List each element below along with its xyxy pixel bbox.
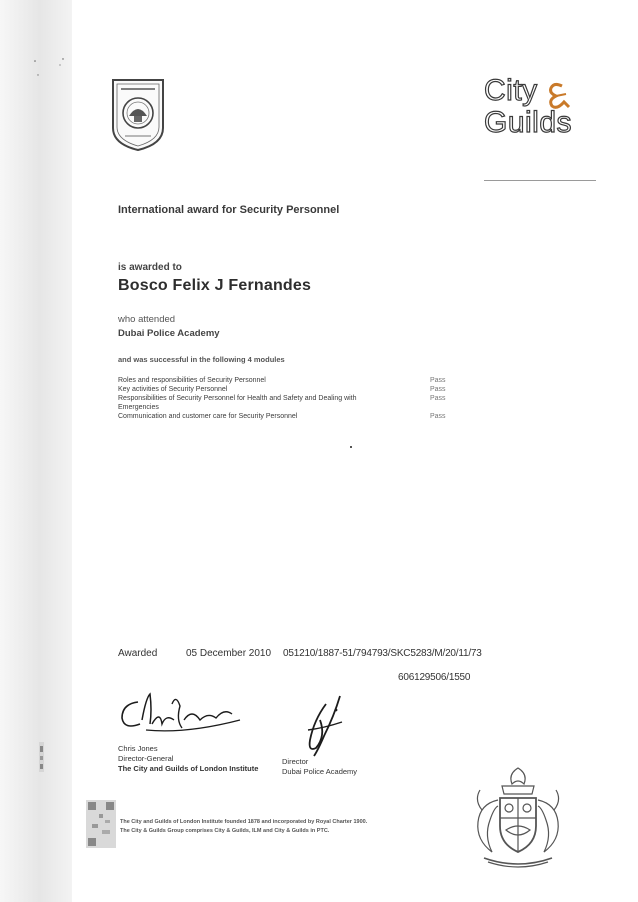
- dubai-police-crest-icon: [107, 76, 169, 152]
- signatory-organisation: The City and Guilds of London Institute: [118, 764, 259, 773]
- module-row: [118, 376, 458, 385]
- footer-line: The City & Guilds Group comprises City & Guilds, ILM and City & Guilds in PTC.: [120, 828, 330, 834]
- signatory-organisation: Dubai Police Academy: [282, 767, 358, 776]
- awarded-to-label: is awarded to: [118, 262, 182, 273]
- city-and-guilds-logo: [478, 74, 588, 142]
- scan-speck: [350, 446, 352, 448]
- module-row: [118, 412, 458, 421]
- module-result: Pass: [430, 386, 446, 393]
- module-result: Pass: [430, 413, 446, 420]
- signatory-left: [118, 744, 258, 774]
- logo-city-text: City: [484, 74, 538, 107]
- header-rule: [484, 180, 596, 181]
- qr-code-icon: [86, 800, 116, 848]
- scan-edge-shadow: [0, 0, 72, 902]
- vertical-print-mark: [38, 742, 46, 772]
- awarded-date: 05 December 2010: [186, 648, 272, 659]
- module-result: Pass: [430, 377, 446, 384]
- city-and-guilds-coat-of-arms-icon: [462, 760, 574, 872]
- footer-legal-text: [120, 818, 367, 836]
- signatory-right: [282, 757, 357, 777]
- signatory-name: Chris Jones: [118, 744, 158, 753]
- who-attended-label: who attended: [118, 314, 176, 325]
- award-reference: 051210/1887-51/794793/SKC5283/M/20/11/73: [283, 648, 482, 659]
- certificate-number: 606129506/1550: [398, 672, 471, 683]
- success-statement: and was successful in the following 4 modules: [118, 355, 285, 364]
- awarded-label: Awarded: [118, 648, 158, 659]
- scan-specks: [30, 55, 70, 85]
- logo-guilds-text: Guilds: [484, 106, 573, 139]
- module-name: Communication and customer care for Security Personnel: [118, 413, 298, 420]
- module-row: [118, 394, 458, 412]
- footer-line: The City and Guilds of London Institute founded 1878 and incorporated by Royal Charter 1900.: [120, 819, 368, 825]
- module-name: Responsibilities of Security Personnel for Health and Safety and Dealing with Emergencies: [118, 395, 357, 411]
- module-row: [118, 385, 458, 394]
- recipient-name: Bosco Felix J Fernandes: [118, 277, 312, 294]
- institution-name: Dubai Police Academy: [118, 328, 220, 339]
- module-result: Pass: [430, 395, 446, 402]
- award-title: International award for Security Personnel: [118, 204, 340, 216]
- module-name: Roles and responsibilities of Security Personnel: [118, 377, 266, 384]
- ampersand-icon: [544, 80, 572, 110]
- module-name: Key activities of Security Personnel: [118, 386, 228, 393]
- signature-chris-jones: [116, 690, 256, 738]
- signature-director: [280, 690, 360, 762]
- signatory-title: Director-General: [118, 754, 174, 763]
- modules-list: [118, 376, 458, 421]
- signatory-title: Director: [282, 757, 309, 766]
